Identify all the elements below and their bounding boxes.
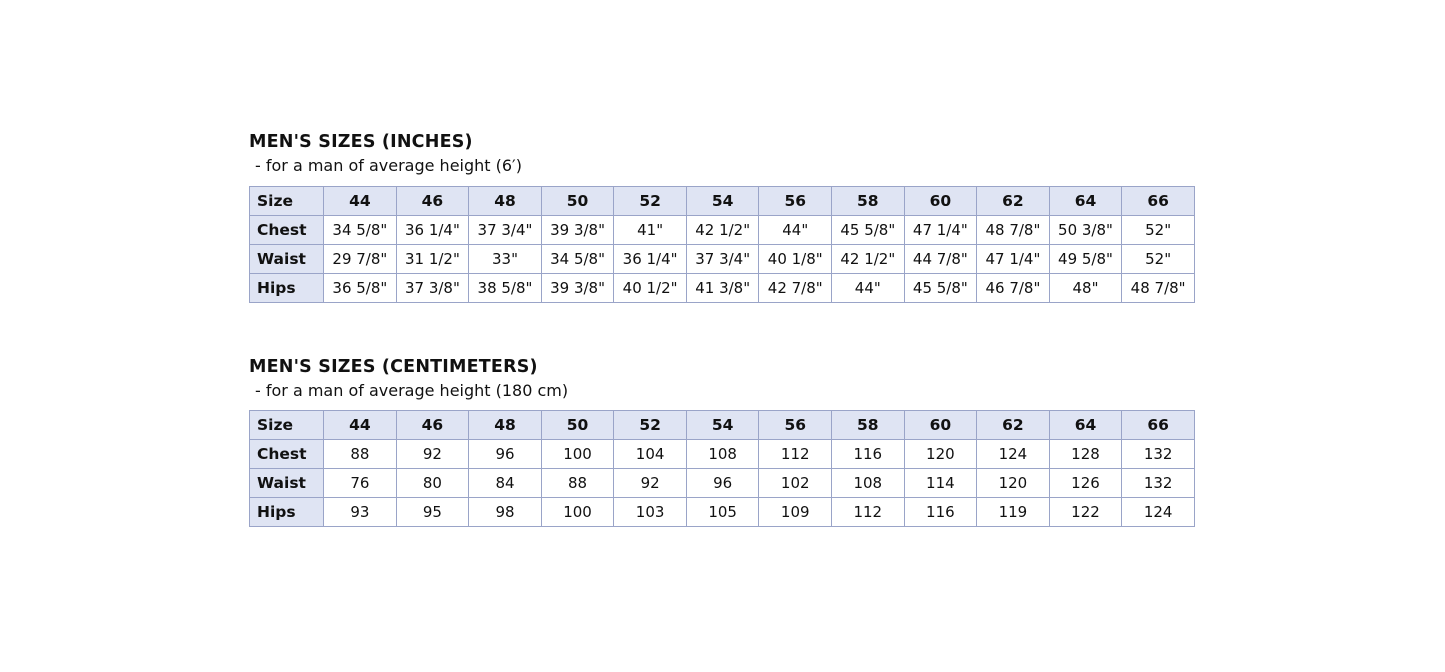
column-header: 56 — [759, 411, 832, 440]
table-cell: 41 3/8" — [686, 273, 759, 302]
size-chart-page — [249, 132, 1195, 527]
column-header: 48 — [469, 186, 542, 215]
page-title-centimeters: MEN'S SIZES (CENTIMETERS) — [249, 356, 538, 377]
row-label: Chest — [250, 440, 324, 469]
table-cell: 36 1/4" — [396, 215, 469, 244]
table-cell: 92 — [396, 440, 469, 469]
table-cell: 93 — [324, 498, 397, 527]
table-cell: 34 5/8" — [324, 215, 397, 244]
table-cell: 40 1/2" — [614, 273, 687, 302]
table-cell: 49 5/8" — [1049, 244, 1122, 273]
table-cell: 46 7/8" — [977, 273, 1050, 302]
row-label: Waist — [250, 244, 324, 273]
table-cell: 100 — [541, 440, 614, 469]
table-cell: 120 — [977, 469, 1050, 498]
column-header: 52 — [614, 411, 687, 440]
column-header: 60 — [904, 411, 977, 440]
table-cell: 42 1/2" — [832, 244, 905, 273]
size-table-centimeters-block — [249, 357, 1195, 528]
size-table-inches — [249, 186, 1195, 303]
table-cell: 98 — [469, 498, 542, 527]
table-cell: 45 5/8" — [832, 215, 905, 244]
table-cell: 37 3/4" — [469, 215, 542, 244]
table-cell: 36 1/4" — [614, 244, 687, 273]
table-cell: 96 — [686, 469, 759, 498]
column-header: 56 — [759, 186, 832, 215]
column-header: Size — [250, 186, 324, 215]
table-cell: 45 5/8" — [904, 273, 977, 302]
column-header: 46 — [396, 186, 469, 215]
table-cell: 105 — [686, 498, 759, 527]
column-header: 54 — [686, 186, 759, 215]
table-cell: 103 — [614, 498, 687, 527]
table-cell: 42 7/8" — [759, 273, 832, 302]
table-cell: 48 7/8" — [1122, 273, 1195, 302]
subtitle-inches: - for a man of average height (6′) — [255, 155, 522, 175]
column-header: 58 — [832, 411, 905, 440]
table-cell: 92 — [614, 469, 687, 498]
table-cell: 104 — [614, 440, 687, 469]
table-cell: 37 3/8" — [396, 273, 469, 302]
table-cell: 112 — [759, 440, 832, 469]
table-row — [250, 498, 1195, 527]
table-cell: 80 — [396, 469, 469, 498]
table-cell: 108 — [686, 440, 759, 469]
row-label: Hips — [250, 273, 324, 302]
table-row — [250, 273, 1195, 302]
table-cell: 37 3/4" — [686, 244, 759, 273]
column-header: 58 — [832, 186, 905, 215]
table-cell: 39 3/8" — [541, 273, 614, 302]
table-cell: 33" — [469, 244, 542, 273]
table-cell: 44 7/8" — [904, 244, 977, 273]
table-cell: 48" — [1049, 273, 1122, 302]
table-cell: 44" — [832, 273, 905, 302]
column-header: 54 — [686, 411, 759, 440]
table-cell: 126 — [1049, 469, 1122, 498]
table-cell: 132 — [1122, 440, 1195, 469]
table-cell: 47 1/4" — [977, 244, 1050, 273]
column-header: 62 — [977, 411, 1050, 440]
table-cell: 52" — [1122, 215, 1195, 244]
table-cell: 102 — [759, 469, 832, 498]
table-cell: 120 — [904, 440, 977, 469]
table-cell: 39 3/8" — [541, 215, 614, 244]
column-header: 50 — [541, 411, 614, 440]
table-cell: 31 1/2" — [396, 244, 469, 273]
table-cell: 112 — [832, 498, 905, 527]
table-cell: 29 7/8" — [324, 244, 397, 273]
table-cell: 132 — [1122, 469, 1195, 498]
table-row — [250, 215, 1195, 244]
table-cell: 34 5/8" — [541, 244, 614, 273]
row-label: Hips — [250, 498, 324, 527]
column-header: 66 — [1122, 411, 1195, 440]
table-cell: 38 5/8" — [469, 273, 542, 302]
size-table-inches-block — [249, 132, 1195, 303]
table-cell: 42 1/2" — [686, 215, 759, 244]
table-cell: 44" — [759, 215, 832, 244]
column-header: 52 — [614, 186, 687, 215]
table-cell: 116 — [832, 440, 905, 469]
size-table-centimeters — [249, 410, 1195, 527]
table-cell: 109 — [759, 498, 832, 527]
table-cell: 128 — [1049, 440, 1122, 469]
table-cell: 124 — [977, 440, 1050, 469]
table-cell: 88 — [541, 469, 614, 498]
column-header: 46 — [396, 411, 469, 440]
table-cell: 36 5/8" — [324, 273, 397, 302]
column-header: 64 — [1049, 411, 1122, 440]
table-header-row — [250, 186, 1195, 215]
column-header: Size — [250, 411, 324, 440]
table-cell: 76 — [324, 469, 397, 498]
section-spacer — [249, 303, 1195, 357]
table-cell: 52" — [1122, 244, 1195, 273]
table-cell: 84 — [469, 469, 542, 498]
column-header: 44 — [324, 411, 397, 440]
table-cell: 41" — [614, 215, 687, 244]
table-cell: 40 1/8" — [759, 244, 832, 273]
column-header: 50 — [541, 186, 614, 215]
table-cell: 48 7/8" — [977, 215, 1050, 244]
table-cell: 96 — [469, 440, 542, 469]
table-cell: 124 — [1122, 498, 1195, 527]
table-cell: 122 — [1049, 498, 1122, 527]
table-row — [250, 244, 1195, 273]
row-label: Waist — [250, 469, 324, 498]
table-cell: 50 3/8" — [1049, 215, 1122, 244]
column-header: 64 — [1049, 186, 1122, 215]
column-header: 62 — [977, 186, 1050, 215]
page-title-inches: MEN'S SIZES (INCHES) — [249, 132, 473, 152]
table-cell: 100 — [541, 498, 614, 527]
table-cell: 88 — [324, 440, 397, 469]
subtitle-centimeters: - for a man of average height (180 cm) — [255, 380, 569, 400]
table-cell: 116 — [904, 498, 977, 527]
table-cell: 119 — [977, 498, 1050, 527]
column-header: 44 — [324, 186, 397, 215]
table-cell: 95 — [396, 498, 469, 527]
row-label: Chest — [250, 215, 324, 244]
table-header-row — [250, 411, 1195, 440]
table-cell: 47 1/4" — [904, 215, 977, 244]
column-header: 48 — [469, 411, 542, 440]
table-cell: 108 — [832, 469, 905, 498]
column-header: 66 — [1122, 186, 1195, 215]
table-row — [250, 440, 1195, 469]
table-cell: 114 — [904, 469, 977, 498]
column-header: 60 — [904, 186, 977, 215]
table-row — [250, 469, 1195, 498]
